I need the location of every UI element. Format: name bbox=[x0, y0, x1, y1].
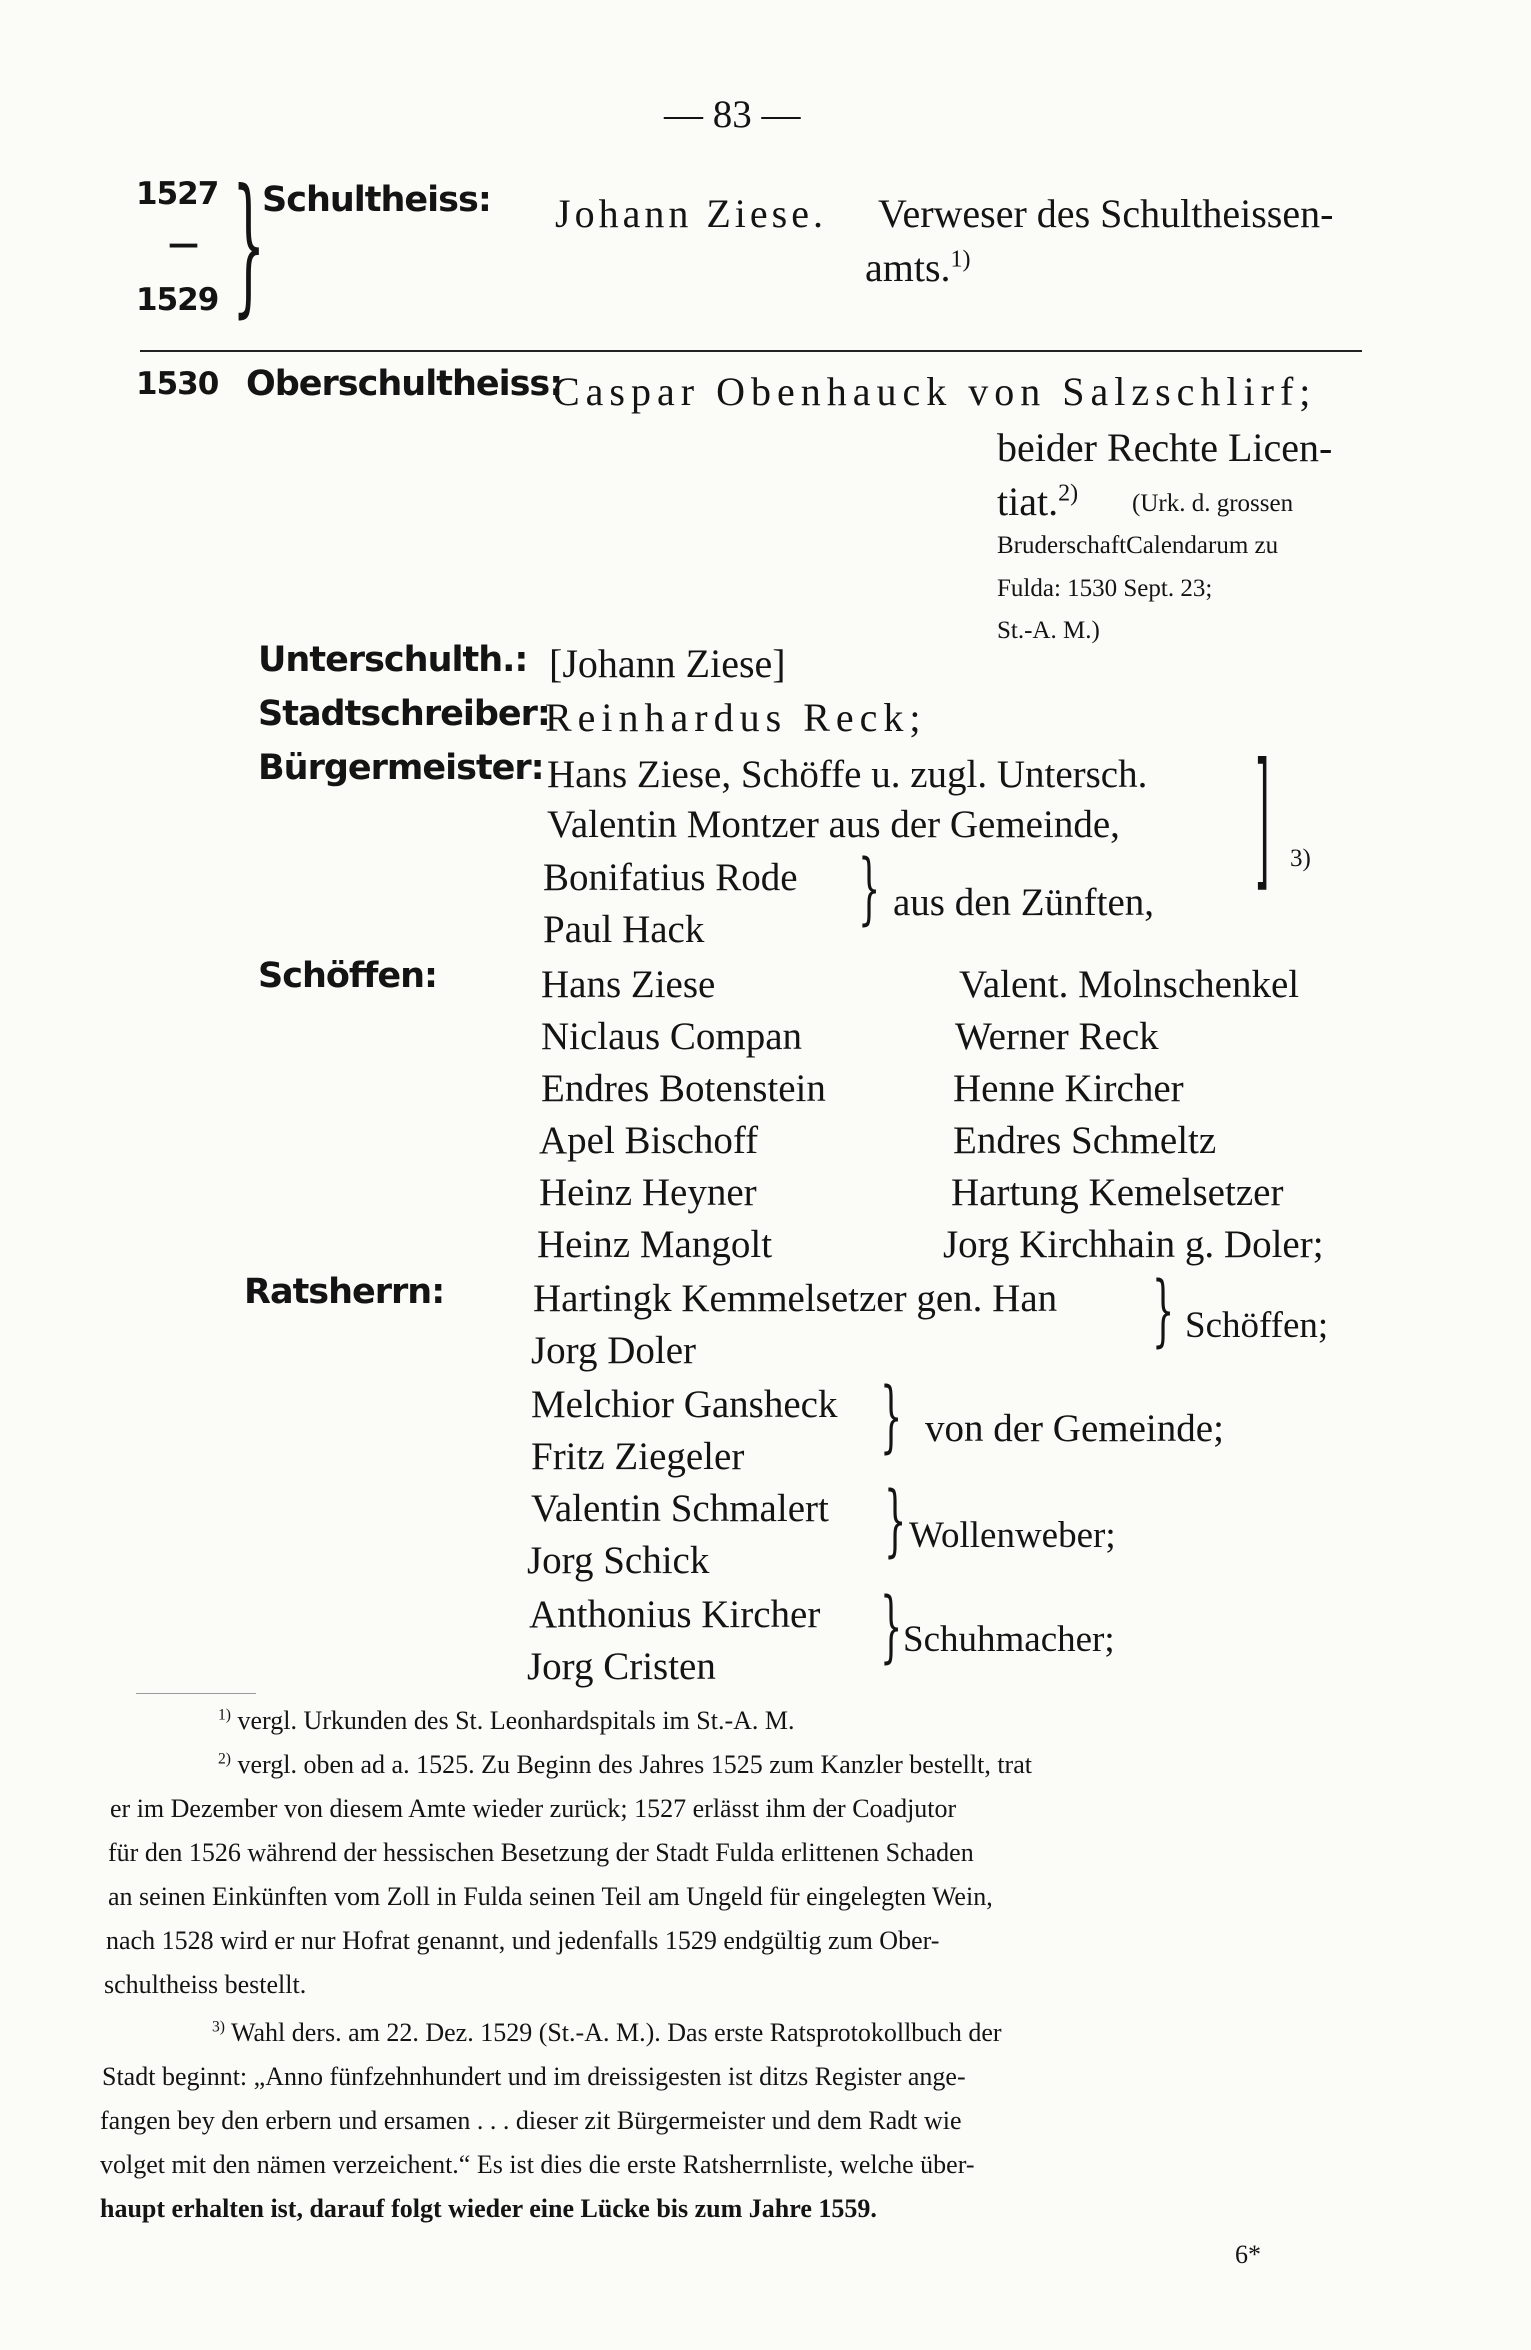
schoeffe-left-1: Hans Ziese bbox=[541, 963, 716, 1006]
ratsherr-g4-1: Anthonius Kircher bbox=[529, 1593, 821, 1636]
schoeffe-left-2: Niclaus Compan bbox=[541, 1015, 803, 1058]
ratsherr-g2-brace: } bbox=[880, 1372, 903, 1462]
year-dash: — bbox=[168, 226, 198, 262]
buergermeister-brace: ] bbox=[1255, 732, 1270, 906]
schoeffe-right-4: Endres Schmeltz bbox=[953, 1119, 1217, 1162]
schoeffe-left-6: Heinz Mangolt bbox=[537, 1223, 773, 1266]
footnote-3-line2: Stadt beginnt: „Anno fünfzehnhundert und im dreissigesten ist ditzs Register ange- bbox=[102, 2062, 966, 2091]
ratsherr-g3-2: Jorg Schick bbox=[527, 1539, 710, 1582]
footnote-2-line4: an seinen Einkünften vom Zoll in Fulda seinen Teil am Ungeld für eingelegten Wein, bbox=[108, 1882, 993, 1911]
unterschulth-name: [Johann Ziese] bbox=[549, 641, 786, 686]
ratsherr-g2-note: von der Gemeinde; bbox=[925, 1407, 1224, 1450]
ratsherr-g1-brace: } bbox=[1152, 1266, 1175, 1356]
schoeffe-right-3: Henne Kircher bbox=[953, 1067, 1184, 1110]
footnote-2-line5: nach 1528 wird er nur Hofrat genannt, und jedenfalls 1529 endgültig zum Ober- bbox=[106, 1926, 940, 1955]
divider bbox=[140, 350, 1362, 352]
footnote-3-line4: volget mit den nämen verzeichent.“ Es ist dies die erste Ratsherrnliste, welche über- bbox=[100, 2150, 975, 2179]
page-number: — 83 — bbox=[664, 93, 801, 136]
buergermeister-line1: Hans Ziese, Schöffe u. zugl. Untersch. bbox=[547, 753, 1148, 796]
footnote-3-line3: fangen bey den erbern und ersamen . . . dieser zit Bürgermeister und dem Radt wie bbox=[100, 2106, 962, 2135]
signature-mark: 6* bbox=[1235, 2240, 1261, 2269]
schultheiss-text-line2: amts.$^{1)}$ bbox=[865, 245, 971, 290]
schoeffe-right-1: Valent. Molnschenkel bbox=[959, 963, 1300, 1006]
footnote-separator bbox=[136, 1693, 256, 1694]
oberschultheiss-line3: tiat.$^{2)}$ bbox=[997, 479, 1079, 524]
buergermeister-line3: Bonifatius Rode bbox=[543, 856, 798, 899]
buergermeister-note-ref: 3) bbox=[1290, 845, 1311, 872]
oberschultheiss-label: Oberschultheiss: bbox=[246, 364, 563, 404]
oberschultheiss-name: Caspar Obenhauck von Salzschlirf; bbox=[553, 369, 1317, 414]
zuenften-brace: } bbox=[858, 844, 881, 934]
ratsherr-g1-2: Jorg Doler bbox=[531, 1329, 697, 1372]
year-to: 1529 bbox=[136, 282, 219, 318]
oberschultheiss-line2: beider Rechte Licen- bbox=[997, 425, 1333, 470]
schoeffe-right-2: Werner Reck bbox=[955, 1015, 1159, 1058]
zuenften-note: aus den Zünften, bbox=[893, 881, 1155, 924]
footnote-3-line5: haupt erhalten ist, darauf folgt wieder eine Lücke bis zum Jahre 1559. bbox=[100, 2194, 877, 2223]
buergermeister-line4: Paul Hack bbox=[543, 908, 705, 951]
ratsherr-g1-1: Hartingk Kemmelsetzer gen. Han bbox=[533, 1277, 1058, 1320]
year-brace: } bbox=[232, 158, 266, 332]
schultheiss-text-line1: Verweser des Schultheissen- bbox=[878, 191, 1334, 236]
ratsherrn-label: Ratsherrn: bbox=[244, 1272, 445, 1312]
schoeffe-left-3: Endres Botenstein bbox=[541, 1067, 826, 1110]
ratsherr-g2-1: Melchior Gansheck bbox=[531, 1383, 838, 1426]
year-1530: 1530 bbox=[136, 366, 219, 402]
source-line4: St.-A. M.) bbox=[997, 617, 1100, 644]
footnote-2-line3: für den 1526 während der hessischen Besetzung der Stadt Fulda erlittenen Schaden bbox=[108, 1838, 974, 1867]
schoeffe-right-6: Jorg Kirchhain g. Doler; bbox=[943, 1223, 1324, 1266]
schultheiss-label: Schultheiss: bbox=[262, 180, 491, 220]
ratsherr-g4-2: Jorg Cristen bbox=[527, 1645, 716, 1688]
year-from: 1527 bbox=[136, 176, 219, 212]
ratsherr-g3-1: Valentin Schmalert bbox=[531, 1487, 829, 1530]
footnote-3-line1: $^{3)}$ Wahl ders. am 22. Dez. 1529 (St.-A. M.). Das erste Ratsprotokollbuch der bbox=[212, 2018, 1002, 2047]
buergermeister-line2: Valentin Montzer aus der Gemeinde, bbox=[547, 803, 1120, 846]
ratsherr-g2-2: Fritz Ziegeler bbox=[531, 1435, 745, 1478]
schoeffe-right-5: Hartung Kemelsetzer bbox=[951, 1171, 1284, 1214]
unterschulth-label: Unterschulth.: bbox=[258, 640, 528, 680]
ratsherr-g1-note: Schöffen; bbox=[1185, 1305, 1329, 1346]
schoeffe-left-5: Heinz Heyner bbox=[539, 1171, 757, 1214]
ratsherr-g3-brace: } bbox=[884, 1476, 907, 1566]
ratsherr-g3-note: Wollenweber; bbox=[909, 1515, 1116, 1556]
source-line3: Fulda: 1530 Sept. 23; bbox=[997, 575, 1213, 602]
stadtschreiber-label: Stadtschreiber: bbox=[258, 694, 550, 734]
ratsherr-g4-brace: } bbox=[880, 1582, 903, 1672]
stadtschreiber-name: Reinhardus Reck; bbox=[545, 695, 927, 740]
source-line2: BruderschaftCalendarum zu bbox=[997, 532, 1279, 559]
ratsherr-g4-note: Schuhmacher; bbox=[903, 1619, 1115, 1660]
source-line1: (Urk. d. grossen bbox=[1132, 490, 1294, 517]
schoeffe-left-4: Apel Bischoff bbox=[539, 1119, 759, 1162]
footnote-1: $^{1)}$ vergl. Urkunden des St. Leonhardspitals im St.-A. M. bbox=[218, 1706, 795, 1735]
footnote-2-line6: schultheiss bestellt. bbox=[104, 1970, 307, 1999]
schoeffen-label: Schöffen: bbox=[258, 956, 438, 996]
footnote-2-line1: $^{2)}$ vergl. oben ad a. 1525. Zu Beginn des Jahres 1525 zum Kanzler bestellt, trat bbox=[218, 1750, 1032, 1779]
schultheiss-name: Johann Ziese. bbox=[555, 191, 827, 236]
buergermeister-label: Bürgermeister: bbox=[258, 748, 544, 788]
footnote-2-line2: er im Dezember von diesem Amte wieder zurück; 1527 erlässt ihm der Coadjutor bbox=[110, 1794, 957, 1823]
